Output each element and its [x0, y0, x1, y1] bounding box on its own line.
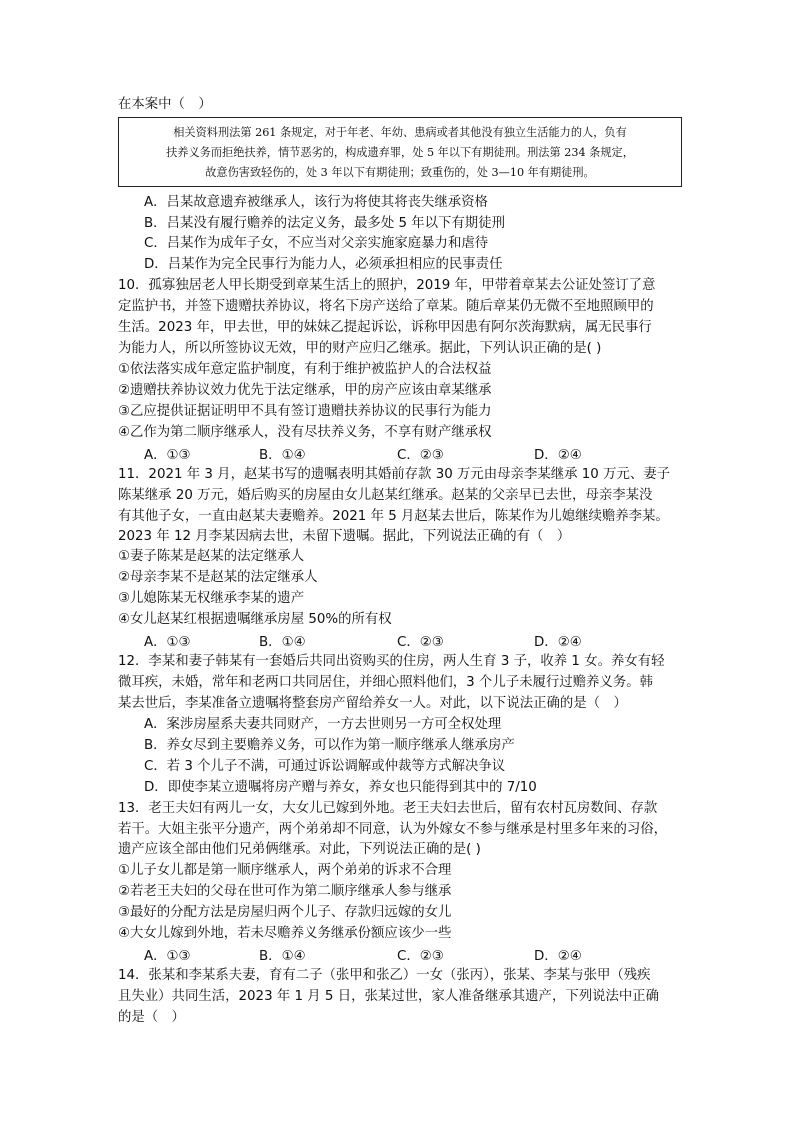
q14-stem: 且失业）共同生活，2023 年 1 月 5 日，张某过世，家人准备继承其遗产，下列说法中正确 — [118, 989, 660, 1004]
choice-b: B．①④ — [259, 949, 306, 964]
q13-choices — [144, 945, 614, 965]
box-line: 扶养义务而拒绝扶养，情节恶劣的，构成遗弃罪，处 5 年以下有期徒刑。刑法第 234 条规定， — [166, 146, 634, 159]
box-line: 故意伤害致轻伤的，处 3 年以下有期徒刑；致重伤的，处 3—10 年有期徒刑。 — [205, 166, 595, 179]
q13-stem: 若干。大姐主张平分遗产，两个弟弟却不同意，认为外嫁女不参与继承是村里多年来的习俗， — [118, 822, 668, 837]
choice-c: C．②③ — [397, 635, 444, 650]
box-line: 相关资料刑法第 261 条规定，对于年老、年幼、患病或者其他没有独立生活能力的人，负有 — [173, 126, 627, 139]
choice-b: B．①④ — [259, 635, 306, 650]
q13-statement: ②若老王夫妇的父母在世可作为第二顺序继承人参与继承 — [118, 884, 452, 899]
q9-option-b: B．吕某没有履行赡养的法定义务，最多处 5 年以下有期徒刑 — [144, 216, 505, 231]
q14-stem: 14．张某和李某系夫妻，育有二子（张甲和张乙）一女（张丙），张某、李某与张甲（残疾 — [118, 968, 651, 983]
q10-stem: 生活。2023 年，甲去世，甲的妹妹乙提起诉讼，诉称甲因患有阿尔茨海默病，属无民事行 — [118, 320, 652, 335]
choice-a: A．①③ — [144, 949, 191, 964]
q9-option-c: C．吕某作为成年子女，不应当对父亲实施家庭暴力和虐待 — [144, 236, 489, 251]
q11-statement: ③儿媳陈某无权继承李某的遗产 — [118, 591, 305, 606]
choice-d: D．②④ — [534, 949, 582, 964]
q10-stem: 10．孤寡独居老人甲长期受到章某生活上的照护，2019 年，甲带着章某去公证处签订了意 — [118, 278, 656, 293]
q9-option-d: D．吕某作为完全民事行为能力人，必须承担相应的民事责任 — [144, 257, 503, 272]
q14-stem: 的是（ ） — [118, 1010, 185, 1025]
q13-statement: ③最好的分配方法是房屋归两个儿子、存款归远嫁的女儿 — [118, 905, 452, 920]
q10-statement: ③乙应提供证据证明甲不具有签订遗赠扶养协议的民事行为能力 — [118, 404, 492, 419]
q12-option-d: D．即使李某立遗嘱将房产赠与养女，养女也只能得到其中的 7/10 — [144, 780, 537, 795]
q11-stem: 有其他子女，一直由赵某夫妻赡养。2021 年 5 月赵某去世后，陈某作为儿媳继续赡养李某。 — [118, 509, 669, 524]
q13-statement: ①儿子女儿都是第一顺序继承人，两个弟弟的诉求不合理 — [118, 863, 452, 878]
q13-stem: 遗产应该全部由他们兄弟俩继承。对此，下列说法正确的是( ) — [118, 842, 481, 857]
q10-statement: ①依法落实成年意定监护制度，有利于维护被监护人的合法权益 — [118, 362, 492, 377]
q13-statement: ④大女儿嫁到外地，若未尽赡养义务继承份额应该少一些 — [118, 926, 452, 941]
choice-d: D．②④ — [534, 635, 582, 650]
choice-a: A．①③ — [144, 448, 191, 463]
q11-statement: ④女儿赵某红根据遗嘱继承房屋 50%的所有权 — [118, 612, 392, 627]
q9-option-a: A．吕某故意遗弃被继承人，该行为将使其将丧失继承资格 — [144, 195, 488, 210]
q12-option-a: A．案涉房屋系夫妻共同财产，一方去世则另一方可全权处理 — [144, 717, 502, 732]
q10-choices — [144, 444, 614, 464]
choice-a: A．①③ — [144, 635, 191, 650]
q11-statement: ①妻子陈某是赵某的法定继承人 — [118, 549, 305, 564]
q10-stem: 定监护书，并签下遗赠扶养协议，将名下房产送给了章某。随后章某仍无微不至地照顾甲的 — [118, 299, 654, 314]
q12-stem: 某去世后，李某准备立遗嘱将整套房产留给养女一人。对此，以下说法正确的是（ ） — [118, 696, 627, 711]
q11-stem: 11．2021 年 3 月，赵某书写的遗嘱表明其婚前存款 30 万元由母亲李某继承 10 万元、妻子 — [118, 467, 671, 482]
q11-statement: ②母亲李某不是赵某的法定继承人 — [118, 570, 318, 585]
q11-stem: 2023 年 12 月李某因病去世，未留下遗嘱。据此，下列说法正确的有（ ） — [118, 529, 571, 544]
choice-c: C．②③ — [397, 949, 444, 964]
question-intro: 在本案中（ ） — [118, 97, 212, 112]
q12-option-b: B．养女尽到主要赡养义务，可以作为第一顺序继承人继承房产 — [144, 738, 515, 753]
q11-choices — [144, 631, 614, 651]
q11-stem: 陈某继承 20 万元，婚后购买的房屋由女儿赵某红继承。赵某的父亲早已去世，母亲李某没 — [118, 488, 653, 503]
q12-stem: 微耳疾，未婚，常年和老两口共同居住，并细心照料他们，3 个儿子未履行过赡养义务。韩 — [118, 675, 654, 690]
q10-stem: 为能力人，所以所签协议无效，甲的财产应归乙继承。据此，下列认识正确的是( ) — [118, 341, 602, 356]
choice-c: C．②③ — [397, 448, 444, 463]
choice-d: D．②④ — [534, 448, 582, 463]
q10-statement: ②遗赠扶养协议效力优先于法定继承，甲的房产应该由章某继承 — [118, 383, 492, 398]
q13-stem: 13．老王夫妇有两儿一女，大女儿已嫁到外地。老王夫妇去世后，留有农村瓦房数间、存款 — [118, 801, 658, 816]
reference-box — [118, 117, 682, 187]
q10-statement: ④乙作为第二顺序继承人，没有尽扶养义务，不享有财产继承权 — [118, 425, 492, 440]
q12-stem: 12．李某和妻子韩某有一套婚后共同出资购买的住房，两人生育 3 子，收养 1 女。养女有轻 — [118, 654, 665, 669]
q12-option-c: C．若 3 个儿子不满，可通过诉讼调解或仲裁等方式解决争议 — [144, 759, 506, 774]
choice-b: B．①④ — [259, 448, 306, 463]
